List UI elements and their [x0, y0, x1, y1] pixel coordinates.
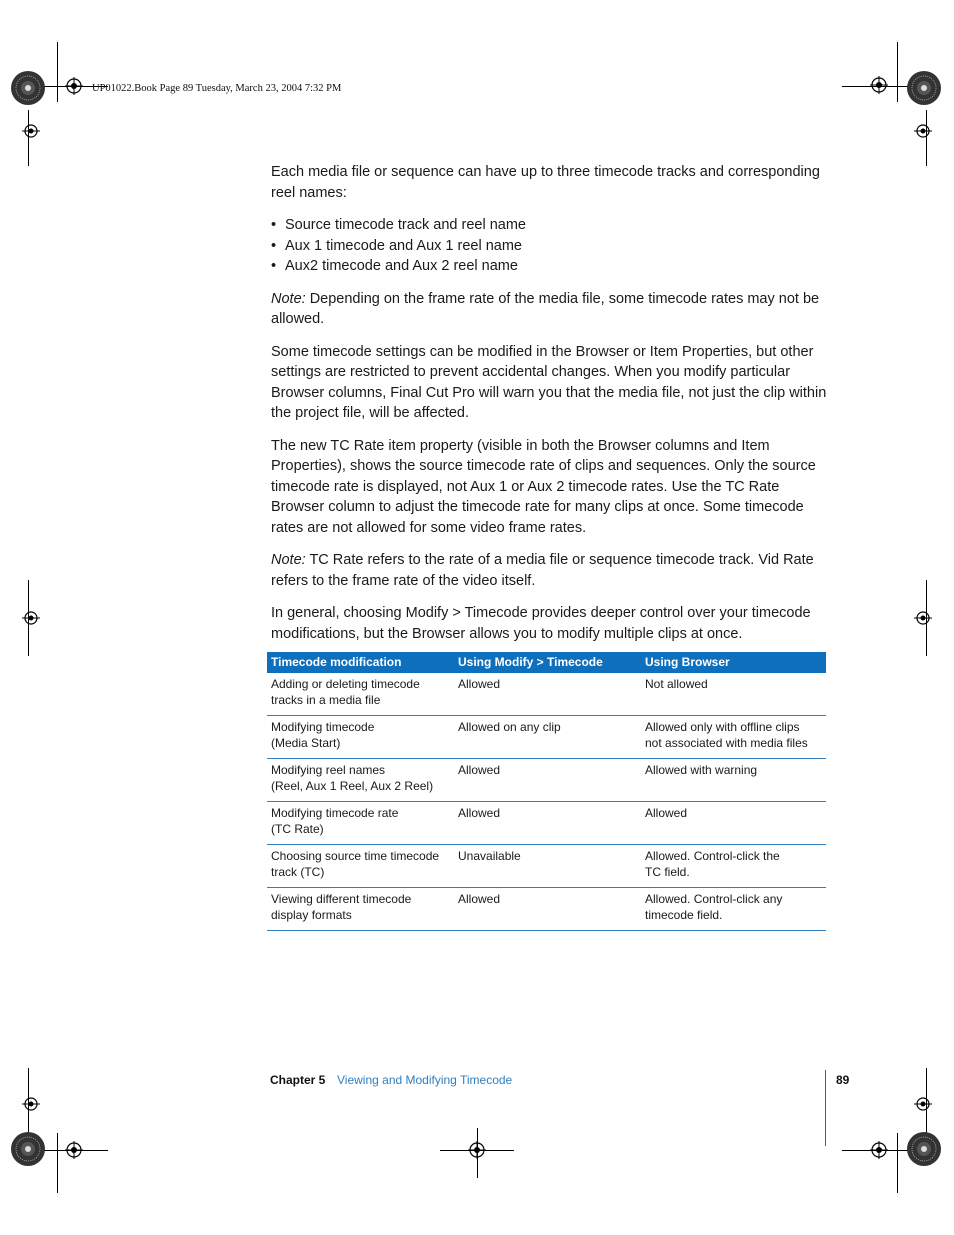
- list-item: • Aux2 timecode and Aux 2 reel name: [271, 256, 827, 277]
- table-cell: Allowed. Control-click any timecode field.: [641, 887, 826, 930]
- table-cell: Allowed. Control-click the TC field.: [641, 844, 826, 887]
- table-cell: Allowed on any clip: [454, 715, 641, 758]
- page-number: 89: [836, 1073, 850, 1087]
- table-cell: Allowed: [454, 801, 641, 844]
- note-label: Note:: [271, 290, 306, 307]
- note-label: Note:: [271, 552, 306, 568]
- column-header: Timecode modification: [267, 652, 454, 673]
- table-cell: Allowed: [454, 887, 641, 930]
- table-cell: Allowed: [641, 801, 826, 844]
- list-item: • Source timecode track and reel name: [271, 215, 827, 236]
- crop-mark: [57, 42, 58, 102]
- table-cell: Modifying timecode rate (TC Rate): [267, 801, 454, 844]
- note-paragraph: [271, 289, 827, 330]
- registration-target-icon: [914, 609, 932, 627]
- table-cell: Unavailable: [454, 844, 641, 887]
- registration-target-icon: [65, 1141, 83, 1159]
- list-item: • Aux 1 timecode and Aux 1 reel name: [271, 236, 827, 257]
- table-cell: Allowed with warning: [641, 758, 826, 801]
- column-header: Using Browser: [641, 652, 826, 673]
- registration-target-icon: [65, 77, 83, 95]
- table-row: [267, 673, 826, 716]
- column-header: Using Modify > Timecode: [454, 652, 641, 673]
- registration-target-icon: [22, 609, 40, 627]
- note-paragraph: [271, 550, 827, 591]
- footer-chapter-label: Chapter 5: [270, 1073, 326, 1087]
- table-cell: Choosing source time timecode track (TC): [267, 844, 454, 887]
- table-row: [267, 715, 826, 758]
- body-paragraph: The new TC Rate item property (visible in both the Browser columns and Item Properties), shows the source timecode rate of clips and sequences. Only the source timecode rate is displayed, not Aux 1 or Aux 2 timecode rates. Use the TC Rate Browser column to adjust the timecode rate for many clips at once. Some timecode rates are not allowed for some video frame rates.: [271, 437, 816, 536]
- registration-target-icon: [914, 1095, 932, 1113]
- crop-mark: [57, 1133, 58, 1193]
- registration-target-icon: [22, 122, 40, 140]
- table-cell: Adding or deleting timecode tracks in a media file: [267, 673, 454, 716]
- page-body: [271, 162, 827, 656]
- table-cell: Viewing different timecode display formats: [267, 887, 454, 930]
- timecode-table: [267, 652, 826, 931]
- footer-chapter-title: Viewing and Modifying Timecode: [337, 1073, 513, 1087]
- registration-target-icon: [870, 76, 888, 94]
- table-row: [267, 844, 826, 887]
- note-text: Depending on the frame rate of the media file, some timecode rates may not be allowed.: [271, 290, 820, 327]
- body-paragraph: Some timecode settings can be modified in the Browser or Item Properties, but other settings are restricted to prevent accidental changes. When you modify particular Browser columns, Final Cut Pro will warn you that the media file, not just the clip within the project file, will be affected.: [271, 343, 827, 421]
- table-header-row: [267, 652, 826, 673]
- bullet-list: [271, 215, 827, 277]
- intro-paragraph: Each media file or sequence can have up to three timecode tracks and corresponding reel names:: [271, 164, 820, 201]
- crop-mark: [897, 1133, 898, 1193]
- table-cell: Allowed only with offline clips not associated with media files: [641, 715, 826, 758]
- table-cell: Not allowed: [641, 673, 826, 716]
- registration-target-icon: [914, 122, 932, 140]
- star-target-icon: [906, 70, 942, 106]
- body-paragraph: In general, choosing Modify > Timecode provides deeper control over your timecode modifications, but the Browser allows you to modify multiple clips at once.: [271, 605, 811, 642]
- registration-target-icon: [870, 1141, 888, 1159]
- registration-target-icon: [468, 1141, 486, 1159]
- table-cell: Allowed: [454, 758, 641, 801]
- star-target-icon: [10, 70, 46, 106]
- table-cell: Modifying timecode (Media Start): [267, 715, 454, 758]
- crop-mark: [897, 42, 898, 102]
- star-target-icon: [906, 1131, 942, 1167]
- table-cell: Modifying reel names (Reel, Aux 1 Reel, Aux 2 Reel): [267, 758, 454, 801]
- table-row: [267, 758, 826, 801]
- footer-divider: [825, 1070, 826, 1146]
- table-row: [267, 801, 826, 844]
- registration-target-icon: [22, 1095, 40, 1113]
- table-row: [267, 887, 826, 930]
- star-target-icon: [10, 1131, 46, 1167]
- table-cell: Allowed: [454, 673, 641, 716]
- print-slug: UP01022.Book Page 89 Tuesday, March 23, 2004 7:32 PM: [92, 83, 342, 94]
- note-text: TC Rate refers to the rate of a media file or sequence timecode track. Vid Rate refers to the frame rate of the video itself.: [271, 552, 814, 589]
